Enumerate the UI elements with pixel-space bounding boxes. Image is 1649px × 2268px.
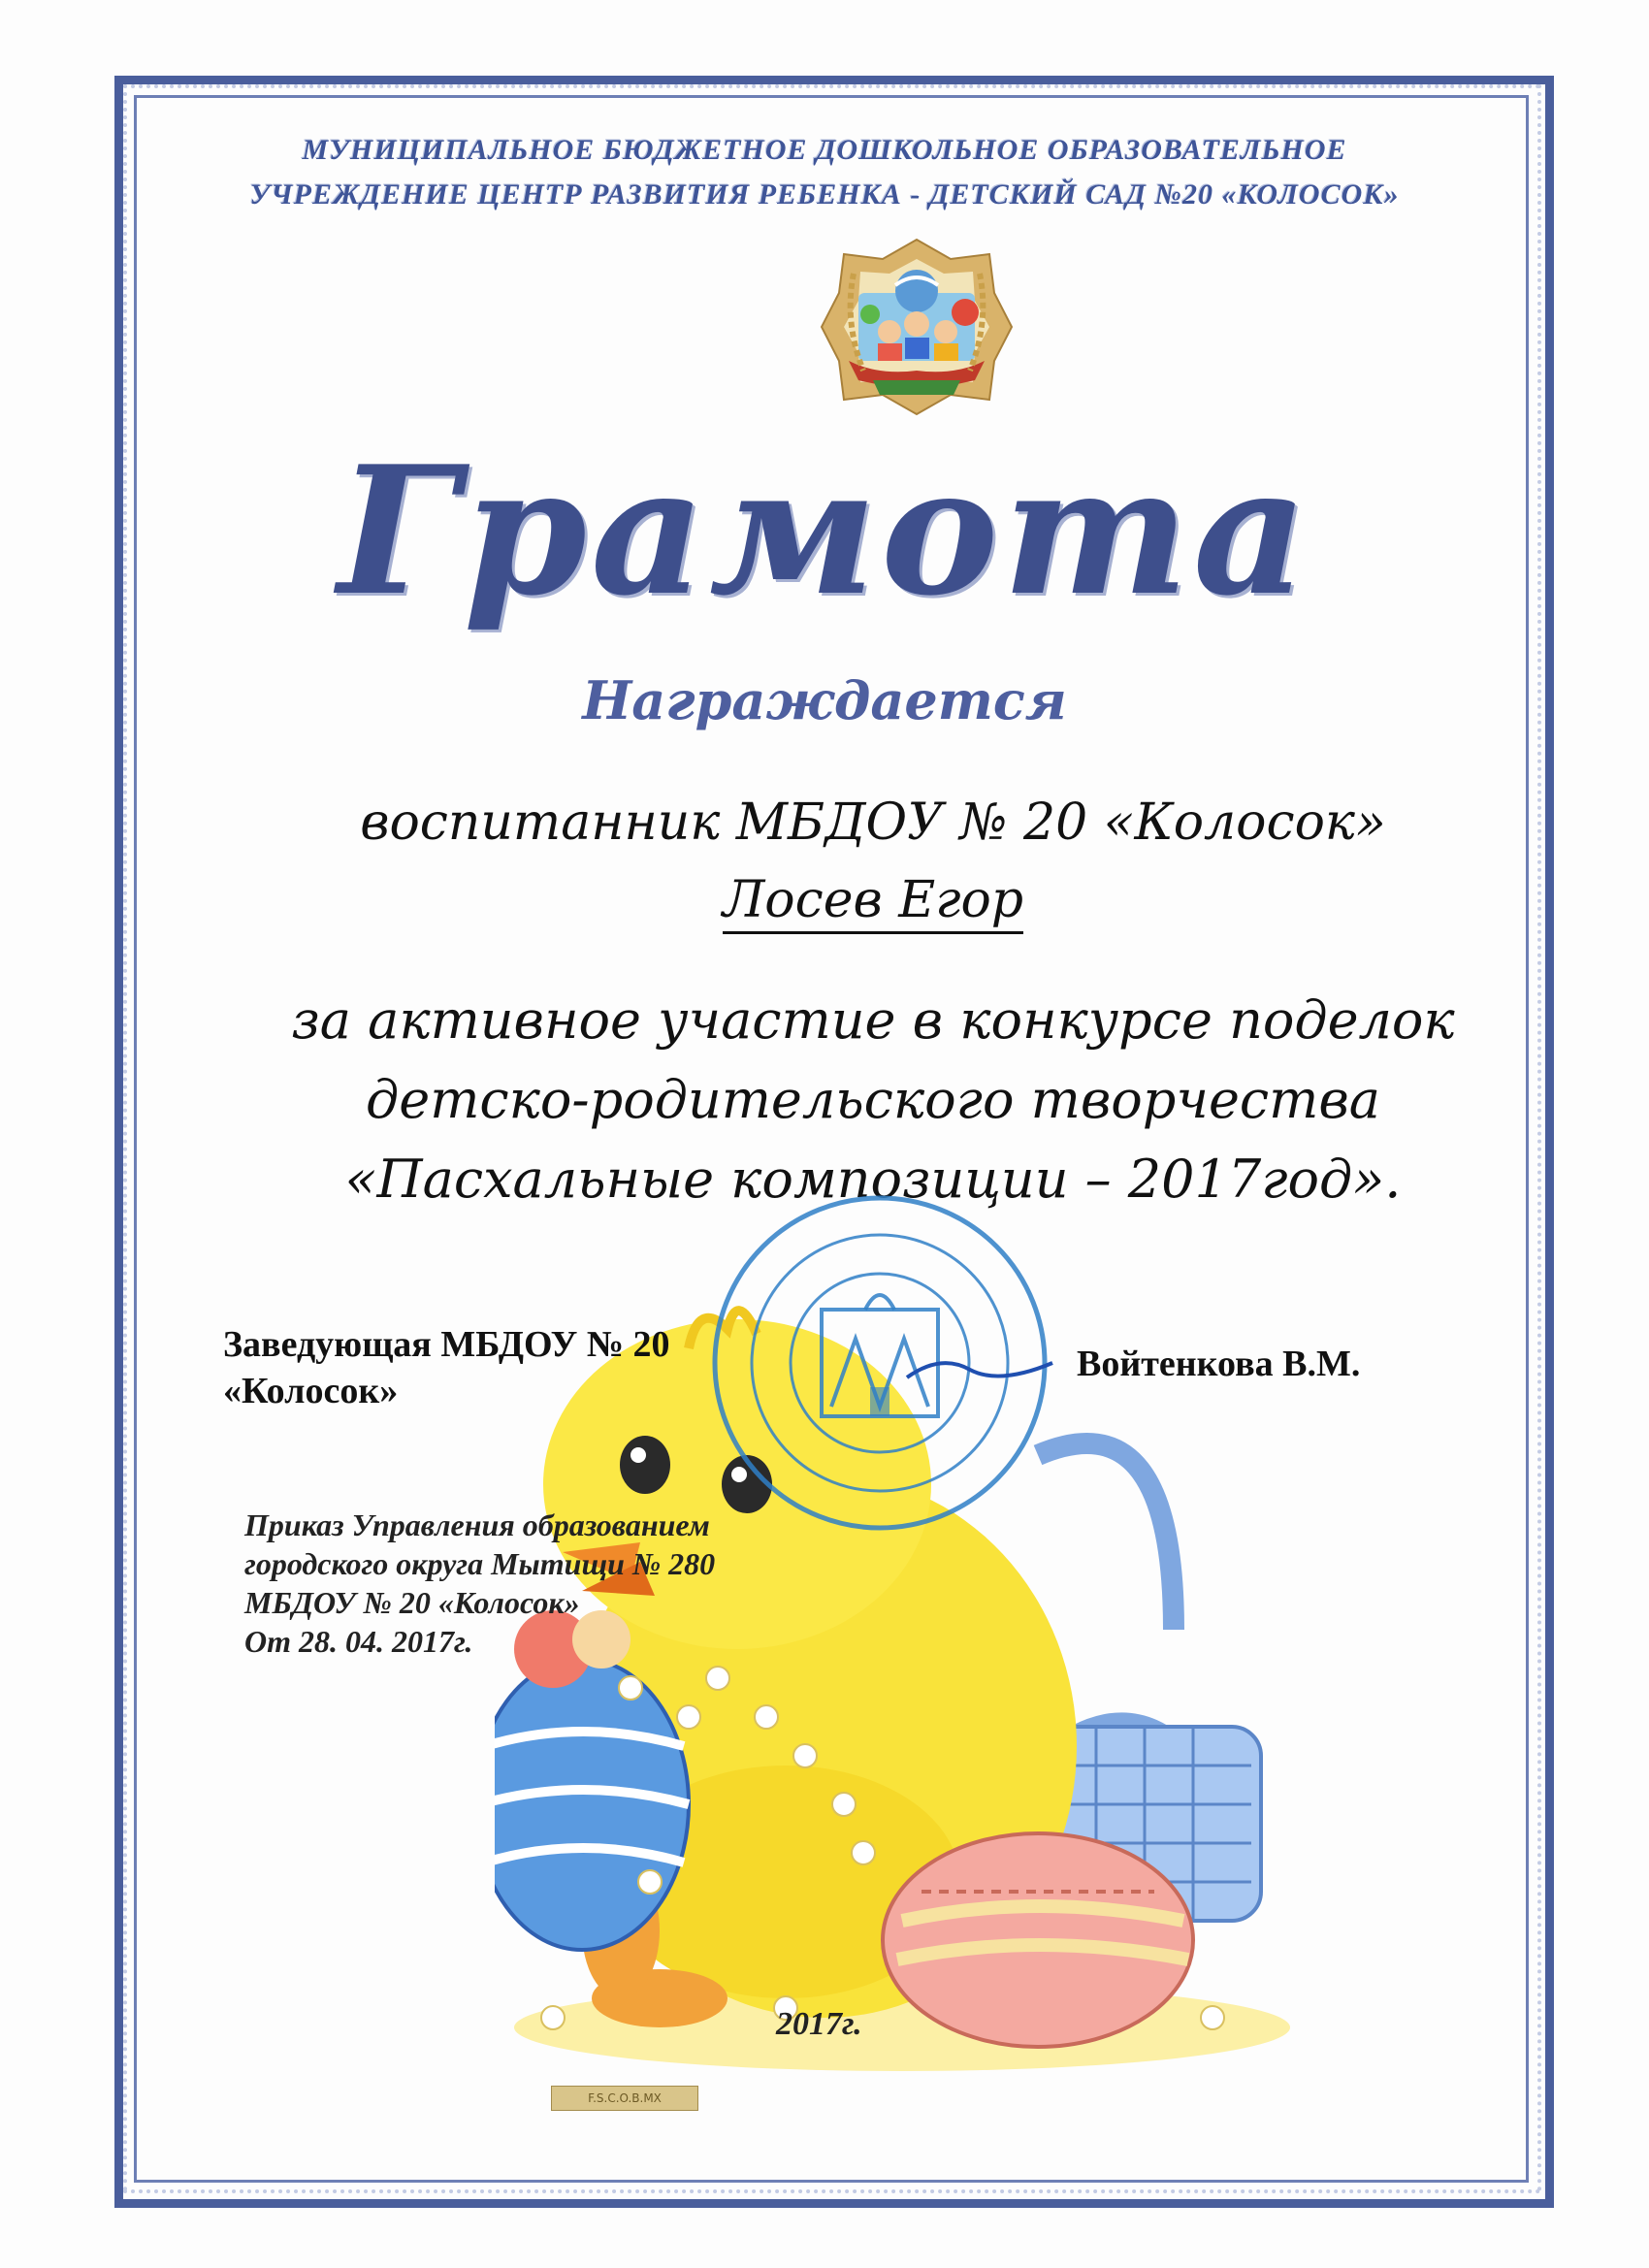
- order-line-1: Приказ Управления образованием: [244, 1507, 710, 1542]
- order-line-2: городского округа Мытищи № 280: [244, 1546, 716, 1581]
- signer-name: Войтенкова В.М.: [1077, 1344, 1361, 1384]
- picture-label: F.S.C.O.B.MX: [551, 2086, 698, 2111]
- order-line-4: От 28. 04. 2017г.: [244, 1624, 473, 1659]
- reason-line-1: за активное участие в конкурсе поделок: [291, 989, 1455, 1051]
- signer-position-line-1: Заведующая МБДОУ № 20: [223, 1324, 670, 1365]
- certificate-year: 2017г.: [776, 2006, 862, 2042]
- recipient-name: [194, 871, 1552, 929]
- reason-line-3: «Пасхальные композиции – 2017год».: [344, 1149, 1402, 1210]
- signer-position-line-2: «Колосок»: [223, 1371, 399, 1411]
- awarded-heading: Награждается: [582, 669, 1067, 731]
- recipient-line: воспитанник МБДОУ № 20 «Колосок»: [360, 794, 1386, 852]
- order-line-3: МБДОУ № 20 «Колосок»: [244, 1585, 580, 1620]
- kindergarten-emblem-icon: [820, 235, 1014, 419]
- header-line-2: УЧРЕЖДЕНИЕ ЦЕНТР РАЗВИТИЯ РЕБЕНКА - ДЕТСКИЙ САД №20 «КОЛОСОК»: [249, 178, 1400, 211]
- reason-line-2: детско-родительского творчества: [366, 1069, 1380, 1130]
- header-line-1: МУНИЦИПАЛЬНОЕ БЮДЖЕТНОЕ ДОШКОЛЬНОЕ ОБРАЗОВАТЕЛЬНОЕ: [302, 134, 1347, 166]
- signature-icon: [902, 1348, 1057, 1387]
- recipient-name-text: Лосев Егор: [723, 871, 1023, 934]
- certificate-title: Грамота: [338, 427, 1311, 634]
